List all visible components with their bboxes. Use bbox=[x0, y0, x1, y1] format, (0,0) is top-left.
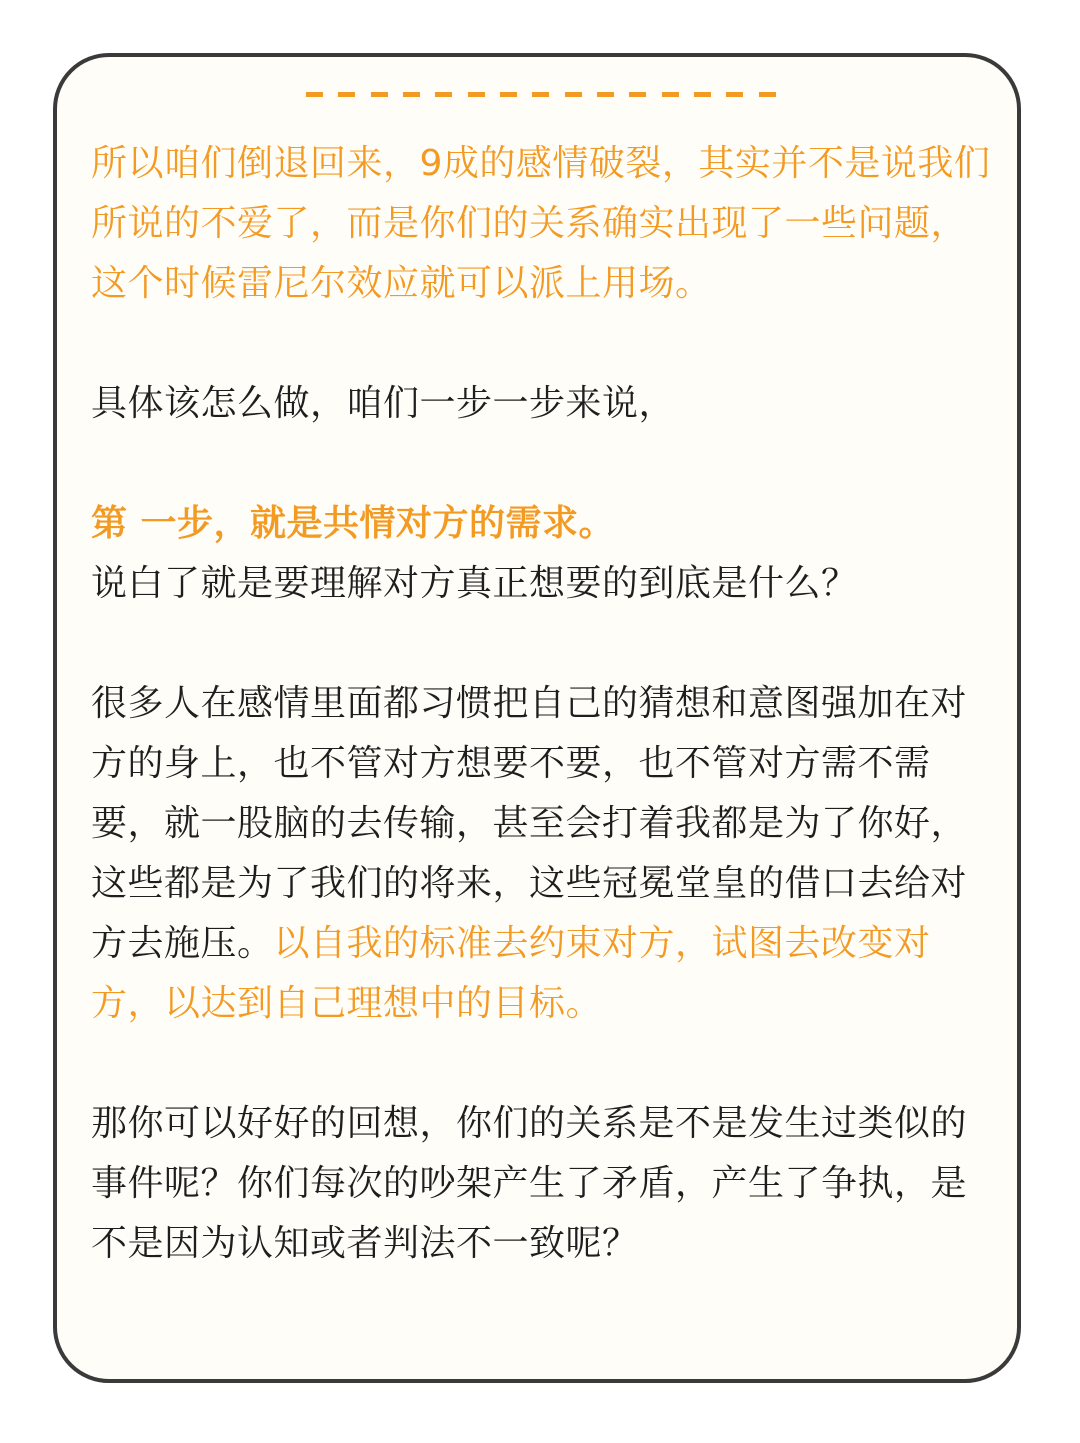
step-one-body: 说白了就是要理解对方真正想要的到底是什么？ bbox=[91, 563, 858, 604]
reflection-paragraph: 那你可以好好的回想，你们的关系是不是发生过类似的事件呢？你们每次的吵架产生了矛盾，产生了争执，是不是因为认知或者判法不一致呢？ bbox=[91, 1103, 968, 1264]
divider-dash bbox=[435, 92, 452, 97]
divider-dash bbox=[759, 92, 776, 97]
transition-paragraph: 具体该怎么做，咱们一步一步来说， bbox=[91, 383, 676, 424]
article-body bbox=[91, 134, 991, 1334]
divider-dash bbox=[403, 92, 420, 97]
divider-dash bbox=[629, 92, 646, 97]
divider-dash bbox=[468, 92, 485, 97]
divider-dash bbox=[662, 92, 679, 97]
divider-dash bbox=[565, 92, 582, 97]
divider-dash bbox=[597, 92, 614, 97]
divider-dash bbox=[726, 92, 743, 97]
dashed-divider bbox=[306, 92, 776, 97]
divider-dash bbox=[694, 92, 711, 97]
divider-dash bbox=[500, 92, 517, 97]
divider-dash bbox=[338, 92, 355, 97]
step-one-block bbox=[91, 494, 991, 614]
step-one-heading: 第 一步，就是共情对方的需求。 bbox=[91, 503, 616, 544]
divider-dash bbox=[306, 92, 323, 97]
divider-dash bbox=[532, 92, 549, 97]
explanation-highlight: 以自我的标准去约束对方，试图去改变对方，以达到自己理想中的目标。 bbox=[91, 923, 931, 1024]
explanation-paragraph bbox=[91, 674, 991, 1034]
divider-dash bbox=[371, 92, 388, 97]
intro-paragraph: 所以咱们倒退回来，9成的感情破裂，其实并不是说我们所说的不爱了，而是你们的关系确实出现了一些问题，这个时候雷尼尔效应就可以派上用场。 bbox=[91, 143, 991, 304]
explanation-text: 很多人在感情里面都习惯把自己的猜想和意图强加在对方的身上，也不管对方想要不要，也不管对方需不需要，就一股脑的去传输，甚至会打着我都是为了你好，这些都是为了我们的将来，这些冠冕堂皇的借口去给对方去施压。 bbox=[91, 683, 968, 964]
